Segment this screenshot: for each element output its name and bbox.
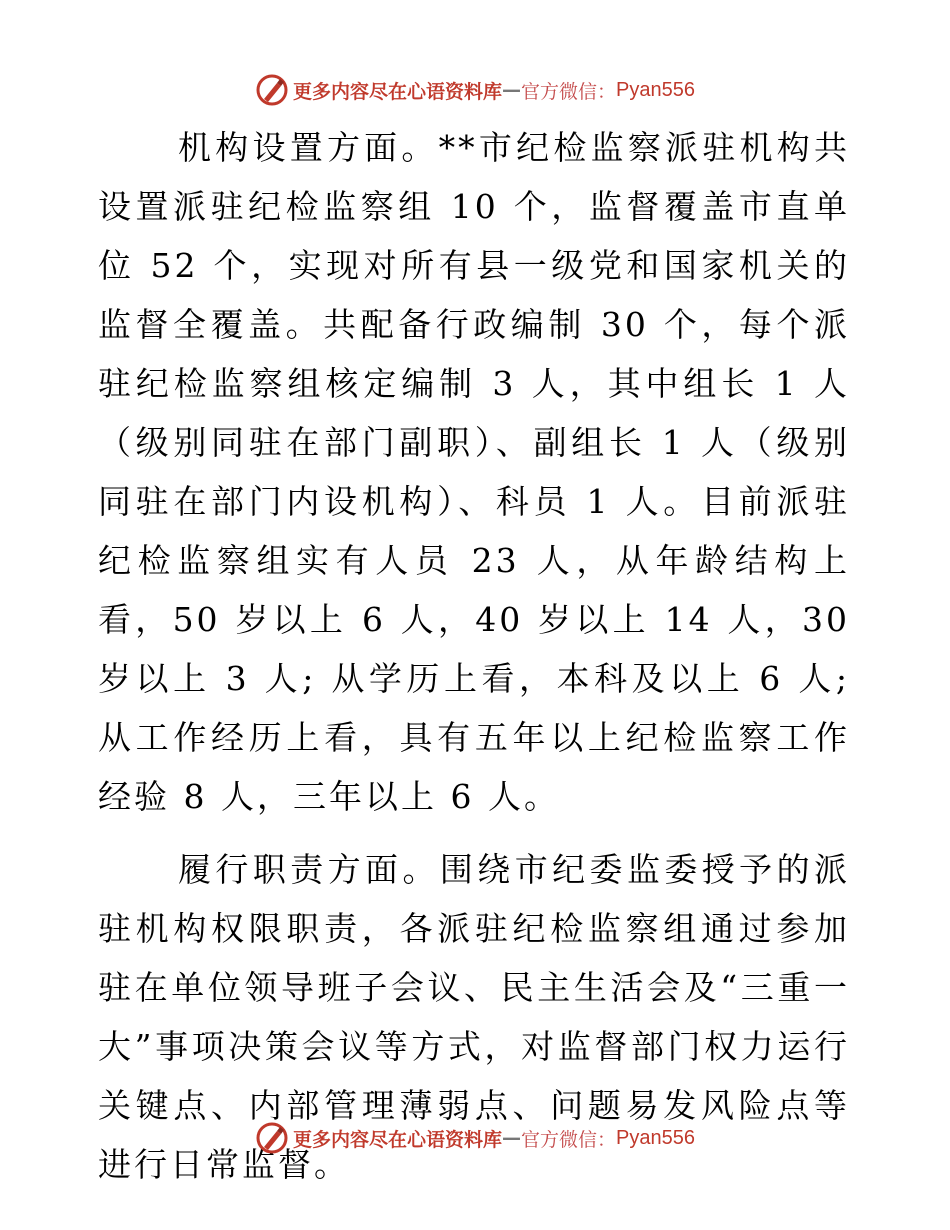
paragraph-duties: 履行职责方面。围绕市纪委监委授予的派驻机构权限职责，各派驻纪检监察组通过参加驻在单位领导班子会议、民主生活会及“三重一大”事项决策会议等方式，对监督部门权力运行关键点、内部管理薄弱点、问题易发风险点等进行日常监督。 (98, 850, 850, 1184)
pen-in-circle-icon (255, 73, 289, 107)
paragraph-organization: 机构设置方面。**市纪检监察派驻机构共设置派驻纪检监察组 10 个，监督覆盖市直单位 52 个，实现对所有县一级党和国家机关的监督全覆盖。共配备行政编制 30 个，每个派驻纪检监察组核定编制 3 人，其中组长 1 人（级别同驻在部门副职）、副组长 1 人（级别同驻在部门内设机构）、科员 1 人。目前派驻纪检监察组实有人员 23 人，从年龄结构上看，50 岁以上 6 人，40 岁以上 14 人，30 岁以上 3 人; 从学历上看，本科及以上 6 人; 从工作经历上看，具有五年以上纪检监察工作经验 8 人，三年以上 6 人。 (98, 128, 850, 816)
watermark-separator: — (502, 1127, 522, 1149)
pen-in-circle-icon (255, 1121, 289, 1155)
watermark-wechat-label: 官方微信： (521, 1128, 617, 1151)
footer-watermark (0, 1118, 950, 1158)
watermark-brand: 更多内容尽在心语资料库 (293, 80, 503, 103)
watermark-wechat-id: Pyan556 (616, 78, 695, 101)
watermark-wechat-id: Pyan556 (616, 1126, 695, 1149)
header-watermark (0, 70, 950, 110)
document-body (98, 118, 850, 1194)
watermark-brand: 更多内容尽在心语资料库 (293, 1128, 503, 1151)
watermark-separator: — (502, 79, 522, 101)
watermark-wechat-label: 官方微信： (521, 80, 617, 103)
